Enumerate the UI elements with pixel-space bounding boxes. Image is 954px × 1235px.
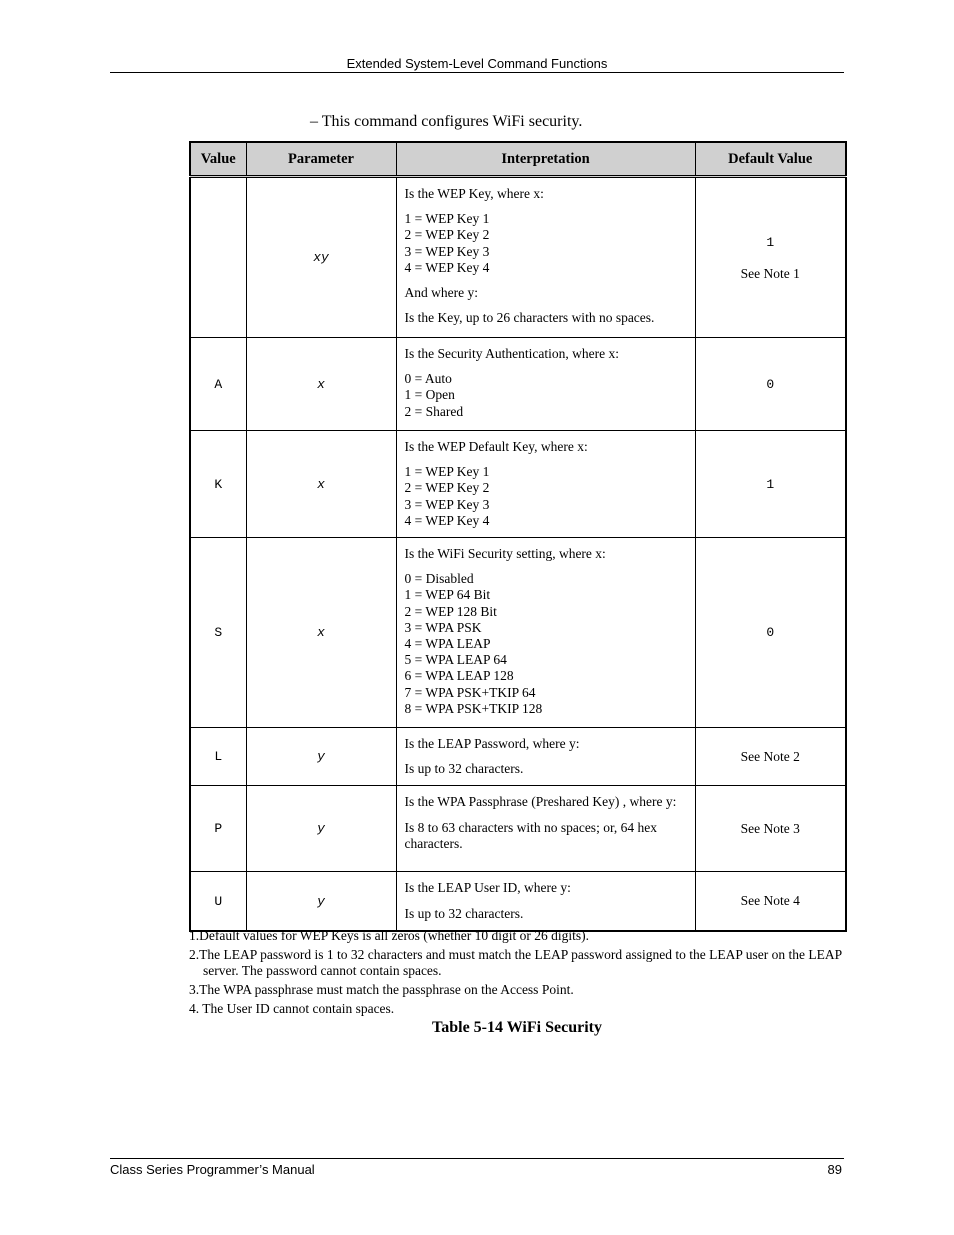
header-parameter: Parameter xyxy=(246,142,396,177)
interp-line: 1 = WEP Key 1 xyxy=(404,464,490,480)
intro-text: – This command configures WiFi security. xyxy=(310,113,583,130)
interp-line: 5 = WPA LEAP 64 xyxy=(404,652,507,668)
interp-line: Is up to 32 characters. xyxy=(404,761,524,777)
footer-manual-title: Class Series Programmer’s Manual xyxy=(110,1162,315,1177)
interpretation-cell xyxy=(396,431,695,538)
parameter-cell: x xyxy=(246,538,396,728)
interp-line: 4 = WEP Key 4 xyxy=(404,512,490,528)
interpretation-cell xyxy=(396,872,695,931)
value-cell: K xyxy=(190,431,246,538)
running-header: Extended System-Level Command Functions xyxy=(346,56,608,71)
interp-line: 1 = WEP Key 1 xyxy=(404,211,490,227)
interp-line: Is 8 to 63 characters with no spaces; or, 64 hex characters. xyxy=(404,819,658,851)
interpretation-cell xyxy=(396,177,695,338)
value-cell: L xyxy=(190,728,246,786)
interpretation-cell xyxy=(396,538,695,728)
table-row xyxy=(190,728,846,786)
interp-line: 8 = WPA PSK+TKIP 128 xyxy=(404,700,543,716)
header-rule xyxy=(110,72,844,73)
default-cell: See Note 4 xyxy=(695,872,846,931)
interpretation-cell xyxy=(396,786,695,872)
table-caption: Table 5-14 WiFi Security xyxy=(432,1019,602,1036)
header-value: Value xyxy=(190,142,246,177)
value-cell: U xyxy=(190,872,246,931)
interp-line: Is the WPA Passphrase (Preshared Key) , where y: xyxy=(404,794,677,810)
interp-line: 0 = Disabled xyxy=(404,571,474,587)
parameter-cell: y xyxy=(246,728,396,786)
wifi-security-table xyxy=(189,141,847,932)
parameter-cell: x xyxy=(246,431,396,538)
header-interpretation: Interpretation xyxy=(396,142,695,177)
default-note: See Note 1 xyxy=(740,265,800,281)
page-number: 89 xyxy=(827,1162,842,1177)
interp-line: 2 = WEP 128 Bit xyxy=(404,603,497,619)
interp-line: 6 = WPA LEAP 128 xyxy=(404,668,514,684)
table-row xyxy=(190,431,846,538)
interp-line: Is the WEP Default Key, where x: xyxy=(404,439,588,454)
parameter-cell: x xyxy=(246,338,396,431)
interp-line: 4 = WPA LEAP xyxy=(404,636,491,652)
interp-line: 4 = WEP Key 4 xyxy=(404,259,490,275)
value-cell xyxy=(190,177,246,338)
default-cell: 0 xyxy=(695,538,846,728)
table-row xyxy=(190,786,846,872)
table-row xyxy=(190,538,846,728)
table-row xyxy=(190,177,846,338)
interpretation-cell xyxy=(396,728,695,786)
interp-line: 3 = WPA PSK xyxy=(404,619,482,635)
parameter-cell: y xyxy=(246,786,396,872)
interp-line: 7 = WPA PSK+TKIP 64 xyxy=(404,684,536,700)
note-3: 3.The WPA passphrase must match the passphrase on the Access Point. xyxy=(189,982,574,997)
value-cell: S xyxy=(190,538,246,728)
default-cell: 1 xyxy=(695,431,846,538)
table-notes xyxy=(189,928,845,1020)
default-cell: 0 xyxy=(695,338,846,431)
interp-line: Is the LEAP User ID, where y: xyxy=(404,880,571,896)
interp-line: Is the LEAP Password, where y: xyxy=(404,736,580,752)
default-value: 1 xyxy=(766,234,775,250)
interp-line: And where y: xyxy=(404,285,478,301)
interpretation-cell xyxy=(396,338,695,431)
note-1: 1.Default values for WEP Keys is all zeros (whether 10 digit or 26 digits). xyxy=(189,928,590,943)
interp-line: Is the Key, up to 26 characters with no spaces. xyxy=(404,310,655,326)
default-cell: See Note 3 xyxy=(695,786,846,872)
table-row xyxy=(190,872,846,931)
interp-line: 2 = Shared xyxy=(404,403,464,419)
interp-line: 1 = WEP 64 Bit xyxy=(404,587,491,603)
value-cell: A xyxy=(190,338,246,431)
interp-line: Is the WEP Key, where x: xyxy=(404,186,544,201)
interp-line: Is up to 32 characters. xyxy=(404,905,524,921)
default-cell xyxy=(695,177,846,338)
interp-line: 3 = WEP Key 3 xyxy=(404,243,490,259)
value-cell: P xyxy=(190,786,246,872)
note-2: 2.The LEAP password is 1 to 32 characters and must match the LEAP password assigned to the LEAP user on the LEAP server. The password cannot contain spaces. xyxy=(189,947,842,978)
footer-rule xyxy=(110,1158,844,1159)
header-default-value: Default Value xyxy=(695,142,846,177)
interp-line: 1 = Open xyxy=(404,387,455,403)
default-cell: See Note 2 xyxy=(695,728,846,786)
table-header-row xyxy=(190,142,846,177)
interp-line: Is the WiFi Security setting, where x: xyxy=(404,546,606,562)
note-4: 4. The User ID cannot contain spaces. xyxy=(189,1001,395,1016)
interp-line: 3 = WEP Key 3 xyxy=(404,496,490,512)
interp-line: 2 = WEP Key 2 xyxy=(404,480,490,496)
table-row xyxy=(190,338,846,431)
interp-line: 2 = WEP Key 2 xyxy=(404,227,490,243)
parameter-cell: xy xyxy=(246,177,396,338)
interp-line: 0 = Auto xyxy=(404,371,452,387)
interp-line: Is the Security Authentication, where x: xyxy=(404,346,619,361)
parameter-cell: y xyxy=(246,872,396,931)
